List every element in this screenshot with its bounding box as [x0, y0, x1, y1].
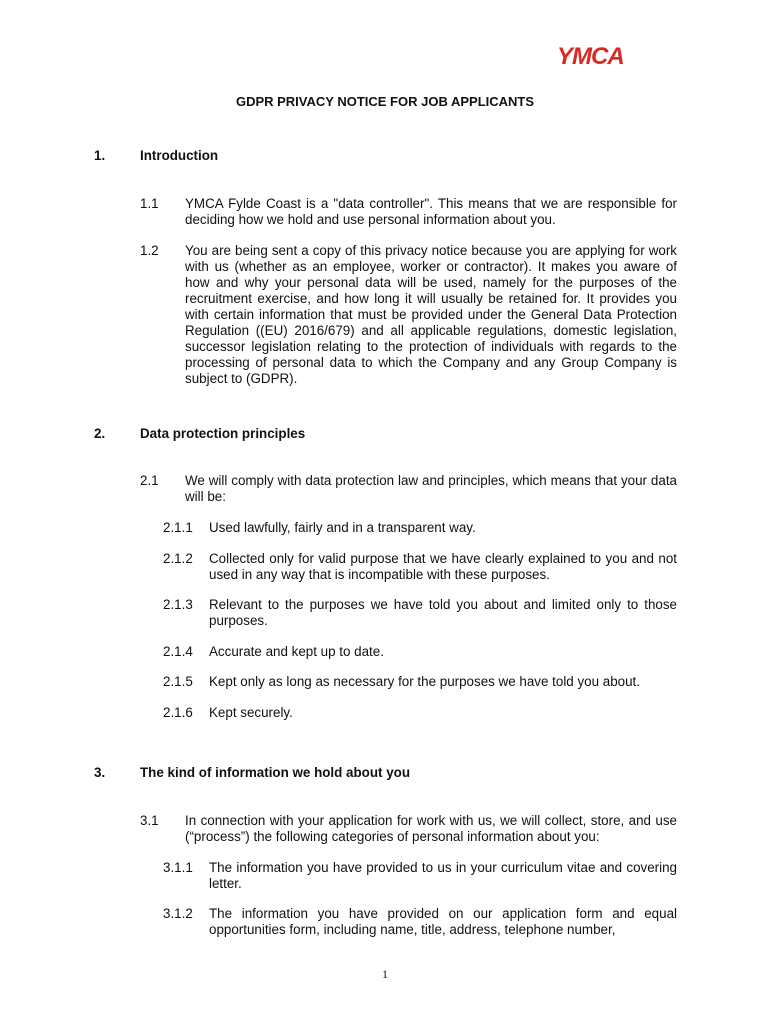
- paragraph-2-1-4-text: Accurate and kept up to date.: [209, 644, 384, 659]
- paragraph-2-1-number: 2.1: [140, 473, 159, 488]
- paragraph-1-2-number: 1.2: [140, 243, 159, 258]
- paragraph-2-1-text: We will comply with data protection law and principles, which means that your data will be:: [185, 473, 677, 504]
- paragraph-2-1-6-text: Kept securely.: [209, 705, 293, 720]
- page-number: 1: [382, 967, 388, 981]
- section-3-title: The kind of information we hold about you: [140, 765, 411, 780]
- paragraph-2-1-1-text: Used lawfully, fairly and in a transparent way.: [209, 520, 476, 535]
- paragraph-3-1-text: In connection with your application for work with us, we will collect, store, and use (“process”) the following categories of personal information about you:: [185, 813, 677, 844]
- section-3-number: 3.: [94, 765, 106, 780]
- paragraph-2-1-6-number: 2.1.6: [163, 705, 193, 720]
- paragraph-2-1-4-number: 2.1.4: [163, 644, 193, 659]
- section-1-number: 1.: [94, 148, 106, 163]
- document-title: GDPR PRIVACY NOTICE FOR JOB APPLICANTS: [235, 94, 535, 109]
- section-2-title: Data protection principles: [140, 426, 306, 441]
- paragraph-1-1-text: YMCA Fylde Coast is a "data controller". This means that we are responsible for deciding how we hold and use personal information about you.: [185, 196, 677, 227]
- paragraph-3-1-2-text: The information you have provided on our application form and equal opportunities form, including name, title, address, telephone number,: [209, 906, 677, 937]
- paragraph-2-1-5-text: Kept only as long as necessary for the purposes we have told you about.: [209, 674, 640, 689]
- paragraph-1-1-number: 1.1: [140, 196, 159, 211]
- paragraph-2-1-1-number: 2.1.1: [163, 520, 193, 535]
- paragraph-3-1-1-text: The information you have provided to us in your curriculum vitae and covering letter.: [209, 860, 677, 891]
- paragraph-1-2-text: You are being sent a copy of this privacy notice because you are applying for work with us (whether as an employee, worker or contractor). It makes you aware of how and why your personal data will be used, namely for the purposes of the recruitment exercise, and how long it will usually be retained for. It provides you with certain information that must be provided under the General Data Protection Regulation ((EU) 2016/679) and all applicable regulations, domestic legislation, successor legislation relating to the protection of individuals with regards to the processing of personal data to which the Company and any Group Company is subject to (GDPR).: [185, 243, 677, 386]
- section-2-number: 2.: [94, 426, 106, 441]
- paragraph-2-1-3-text: Relevant to the purposes we have told you about and limited only to those purposes.: [209, 597, 677, 628]
- paragraph-2-1-3-number: 2.1.3: [163, 597, 193, 612]
- paragraph-3-1-1-number: 3.1.1: [163, 860, 193, 875]
- ymca-logo: YMCA: [557, 43, 624, 70]
- paragraph-3-1-number: 3.1: [140, 813, 159, 828]
- paragraph-2-1-2-text: Collected only for valid purpose that we have clearly explained to you and not used in any way that is incompatible with these purposes.: [209, 551, 677, 582]
- paragraph-2-1-5-number: 2.1.5: [163, 674, 193, 689]
- section-1-title: Introduction: [140, 148, 219, 163]
- paragraph-3-1-2-number: 3.1.2: [163, 906, 193, 921]
- paragraph-2-1-2-number: 2.1.2: [163, 551, 193, 566]
